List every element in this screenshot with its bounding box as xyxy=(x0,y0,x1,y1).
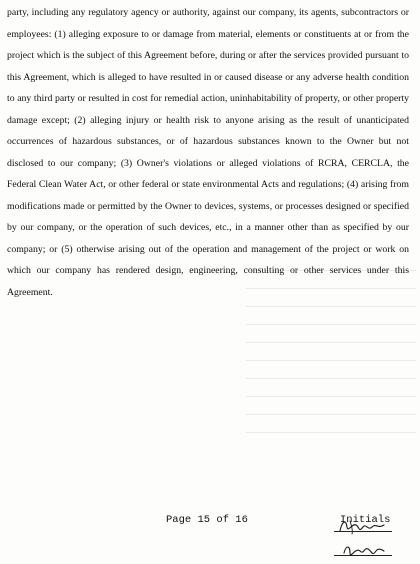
initials-line-2 xyxy=(334,555,392,556)
initials-line-1 xyxy=(334,531,392,532)
initials-label: Initials xyxy=(340,514,391,526)
page-number: Page 15 of 16 xyxy=(166,514,248,526)
handwritten-initials-signature xyxy=(334,515,394,537)
handwritten-initials-signature xyxy=(334,539,394,561)
agreement-paragraph: party, including any regulatory agency or authority, against our company, its agents, subcontractors or employees: (1) alleging exposure to or damage from material, elements or constituents at or from the project which is the subject of this Agreement before, during or after the services provided pursuant to this Agreement, which is alleged to have resulted in or caused disease or any adverse health condition to any third party or resulted in cost for remedial action, uninhabitability of property, or other property damage except; (2) alleging injury or health risk to anyone arising as the result of unanticipated occurrences of hazardous substances, or of hazardous substances known to the Owner but not disclosed to our company; (3) Owner's violations or alleged violations of RCRA, CERCLA, the Federal Clean Water Act, or other federal or state environmental Acts and regulations; (4) arising from modifications made or permitted by the Owner to devices, systems, or processes designed or specified by our company, or the operation of such devices, etc., in a manner other than as specified by our company; or (5) otherwise arising out of the operation and management of the project or work on which our company has rendered design, engineering, consulting or other services under this Agreement. xyxy=(7,7,409,298)
